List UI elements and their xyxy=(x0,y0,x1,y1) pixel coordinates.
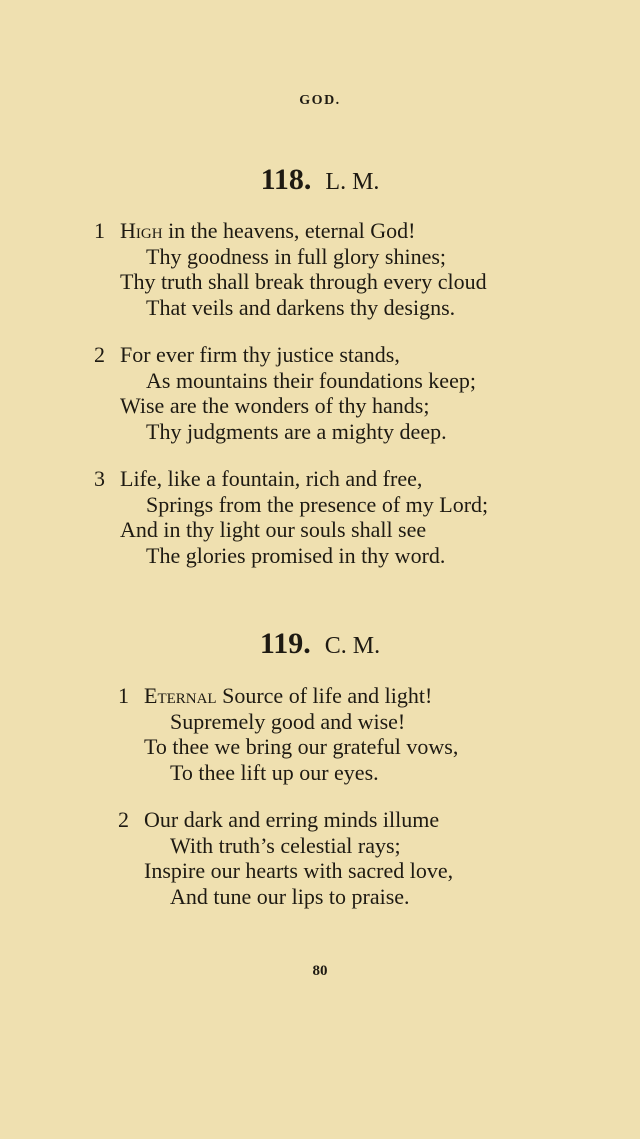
verse-number: 1 xyxy=(118,683,129,708)
verse-line: That veils and darkens thy designs. xyxy=(146,294,456,320)
hymn-119-heading xyxy=(0,627,640,663)
verse-line: And tune our lips to praise. xyxy=(170,883,410,909)
verse-line: And in thy light our souls shall see xyxy=(120,517,427,542)
verse-number: 3 xyxy=(94,466,105,491)
verse-first-line: Life, like a fountain, rich and free, xyxy=(120,466,423,491)
verse-line: Wise are the wonders of thy hands; xyxy=(120,393,430,418)
hymn-118-heading xyxy=(0,163,640,199)
hymn-118-verse-2 xyxy=(94,342,476,444)
verse-line xyxy=(118,807,453,833)
verse-number: 1 xyxy=(94,218,105,243)
hymn-119-verse-1 xyxy=(118,683,458,785)
hymn-number: 119. xyxy=(259,627,311,660)
verse-first-word: Eternal xyxy=(144,683,217,708)
verse-line: With truth’s celestial rays; xyxy=(170,832,401,858)
verse-line: To thee lift up our eyes. xyxy=(170,759,379,785)
hymn-118-verse-3 xyxy=(94,466,488,568)
verse-first-line: For ever firm thy justice stands, xyxy=(120,342,400,367)
verse-line: To thee we bring our grateful vows, xyxy=(144,734,459,759)
verse-line: Inspire our hearts with sacred love, xyxy=(144,858,454,883)
verse-first-rest: Source of life and light! xyxy=(216,683,433,708)
verse-line xyxy=(118,683,458,709)
verse-first-line: Our dark and erring minds illume xyxy=(144,807,440,832)
hymn-meter: C. M. xyxy=(324,633,381,659)
hymn-119-verse-2 xyxy=(118,807,453,909)
verse-line: Thy goodness in full glory shines; xyxy=(146,243,447,269)
hymn-118-verse-1 xyxy=(94,218,487,320)
verse-line: Supremely good and wise! xyxy=(170,708,406,734)
verse-number: 2 xyxy=(94,342,105,367)
hymn-meter: L. M. xyxy=(325,169,380,195)
verse-line: Thy truth shall break through every cloud xyxy=(120,269,487,294)
verse-line xyxy=(94,466,488,492)
running-head: GOD. xyxy=(299,93,341,108)
verse-line: The glories promised in thy word. xyxy=(146,542,446,568)
verse-line: As mountains their foundations keep; xyxy=(146,367,476,393)
verse-first-word: High xyxy=(120,218,163,243)
verse-first-rest: in the heavens, eternal God! xyxy=(162,218,416,243)
verse-line xyxy=(94,342,476,368)
verse-line: Thy judgments are a mighty deep. xyxy=(146,418,447,444)
hymn-number: 118. xyxy=(260,163,312,196)
verse-line xyxy=(94,218,487,244)
verse-number: 2 xyxy=(118,807,129,832)
page-number: 80 xyxy=(312,963,328,979)
verse-line: Springs from the presence of my Lord; xyxy=(146,491,489,517)
